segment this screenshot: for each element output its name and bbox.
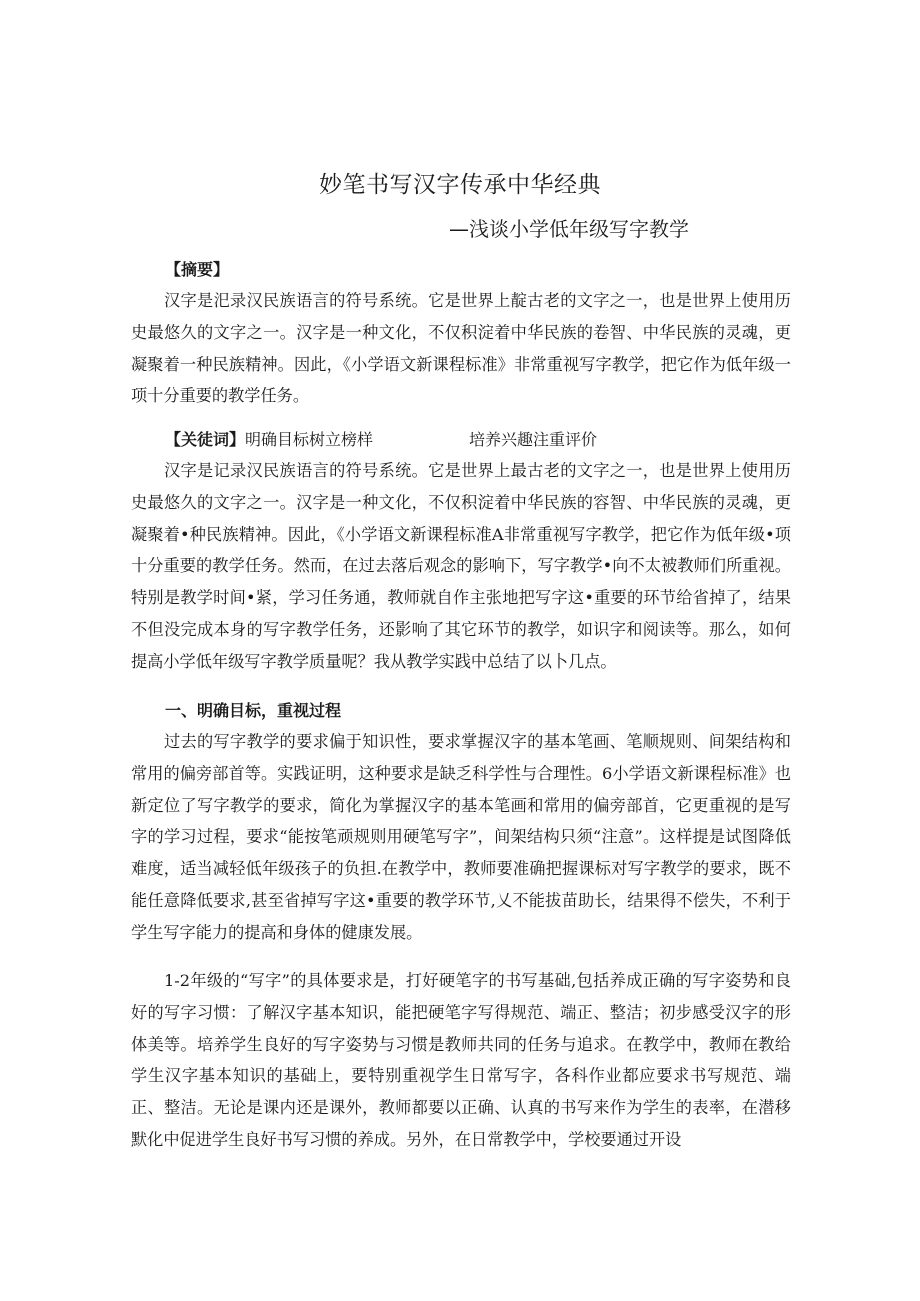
abstract-label: 【摘要】 bbox=[165, 260, 230, 279]
document-title: 妙笔书写汉字传承中华经典 bbox=[319, 172, 601, 198]
section-1-paragraph-1: 过去的写字教学的要求偏于知识性，要求掌握汉字的基本笔画、笔顺规则、间架结构和常用的偏旁部首等。实践证明，这种要求是缺乏科学性与合理性。6小学语文新课程标准》也新定位了写字教学的要求，简化为掌握汉字的基本笔画和常用的偏旁部首，它更重视的是写字的学习过程，要求“能按笔顽规则用硬笔写字”，间架结构只须“注意”。这样提是试图降低难度，适当减轻低年级孩子的负担.在教学中，教师要准确把握课标对写字教学的要求，既不能任意降低要求,甚至省掉写字这•重要的教学环节,乂不能拔苗助长，结果得不偿失，不利于学生写字能力的提高和身体的健康发展。 bbox=[131, 732, 791, 942]
keyword-group-a: 明确目标树立榜样 bbox=[245, 430, 374, 449]
keyword-group-b: 培养兴趣注重评价 bbox=[469, 430, 598, 449]
section-1-heading: 一、明确目标，重视过程 bbox=[165, 701, 342, 720]
keywords-label: 【关徒词】 bbox=[165, 430, 246, 449]
document-subtitle: —浅谈小学低年级写字教学 bbox=[449, 217, 689, 241]
abstract-paragraph: 汉字是汜录汉民族语言的符号系统。它是世界上靛古老的文字之一，也是世界上使用历史最悠久的文字之一。汉字是一种文化，不仅积淀着中华民族的卷智、中华民族的灵魂，更凝聚着一种民族精神。因此，《小学语文新课程标准》非常重视写字教学，把它作为低年级一项十分重要的教学任务。 bbox=[131, 291, 791, 406]
section-1-paragraph-2: 1-2年级的“写字”的具体要求是，打好硬笔字的书写基础,包括养成正确的写字姿势和良好的写字习惯：了解汉字基本知识，能把硬笔字写得规范、端正、整洁；初步感受汉字的形体美等。培养学生良好的写字姿势与习惯是教师共同的任务与追求。在教学中，教师在教给学生汉字基本知识的基础上，要特别重视学生日常写字，各科作业都应要求书写规范、端正、整洁。无论是课内还是课外，教师都要以正确、认真的书写来作为学生的表率，在潜移默化中促进学生良好书写习惯的养成。另外，在日常教学中，学校要通过开设 bbox=[131, 971, 791, 1149]
intro-paragraph: 汉字是记录汉民族语言的符号系统。它是世界上最古老的文字之一，也是世界上使用历史最悠久的文字之一。汉字是一种文化，不仅积淀着中华民族的容智、中华民族的灵魂，更凝聚着•种民族精神。因此，《小学语文新课程标准A非常重视写字教学，把它作为低年级•项十分重要的教学任务。然而，在过去落后观念的影响下，写字教学•向不太被教师们所重视。特别是教学时间•紧，学习任务通，教师就自作主张地把写字这•重要的环节给省掉了，结果不但没完成本身的写字教学任务，还影响了其它环节的教学，如识字和阅读等。那么，如何提高小学低年级写字教学质量呢？我从教学实践中总结了以卜几点。 bbox=[131, 461, 791, 671]
keywords-line bbox=[165, 427, 597, 450]
